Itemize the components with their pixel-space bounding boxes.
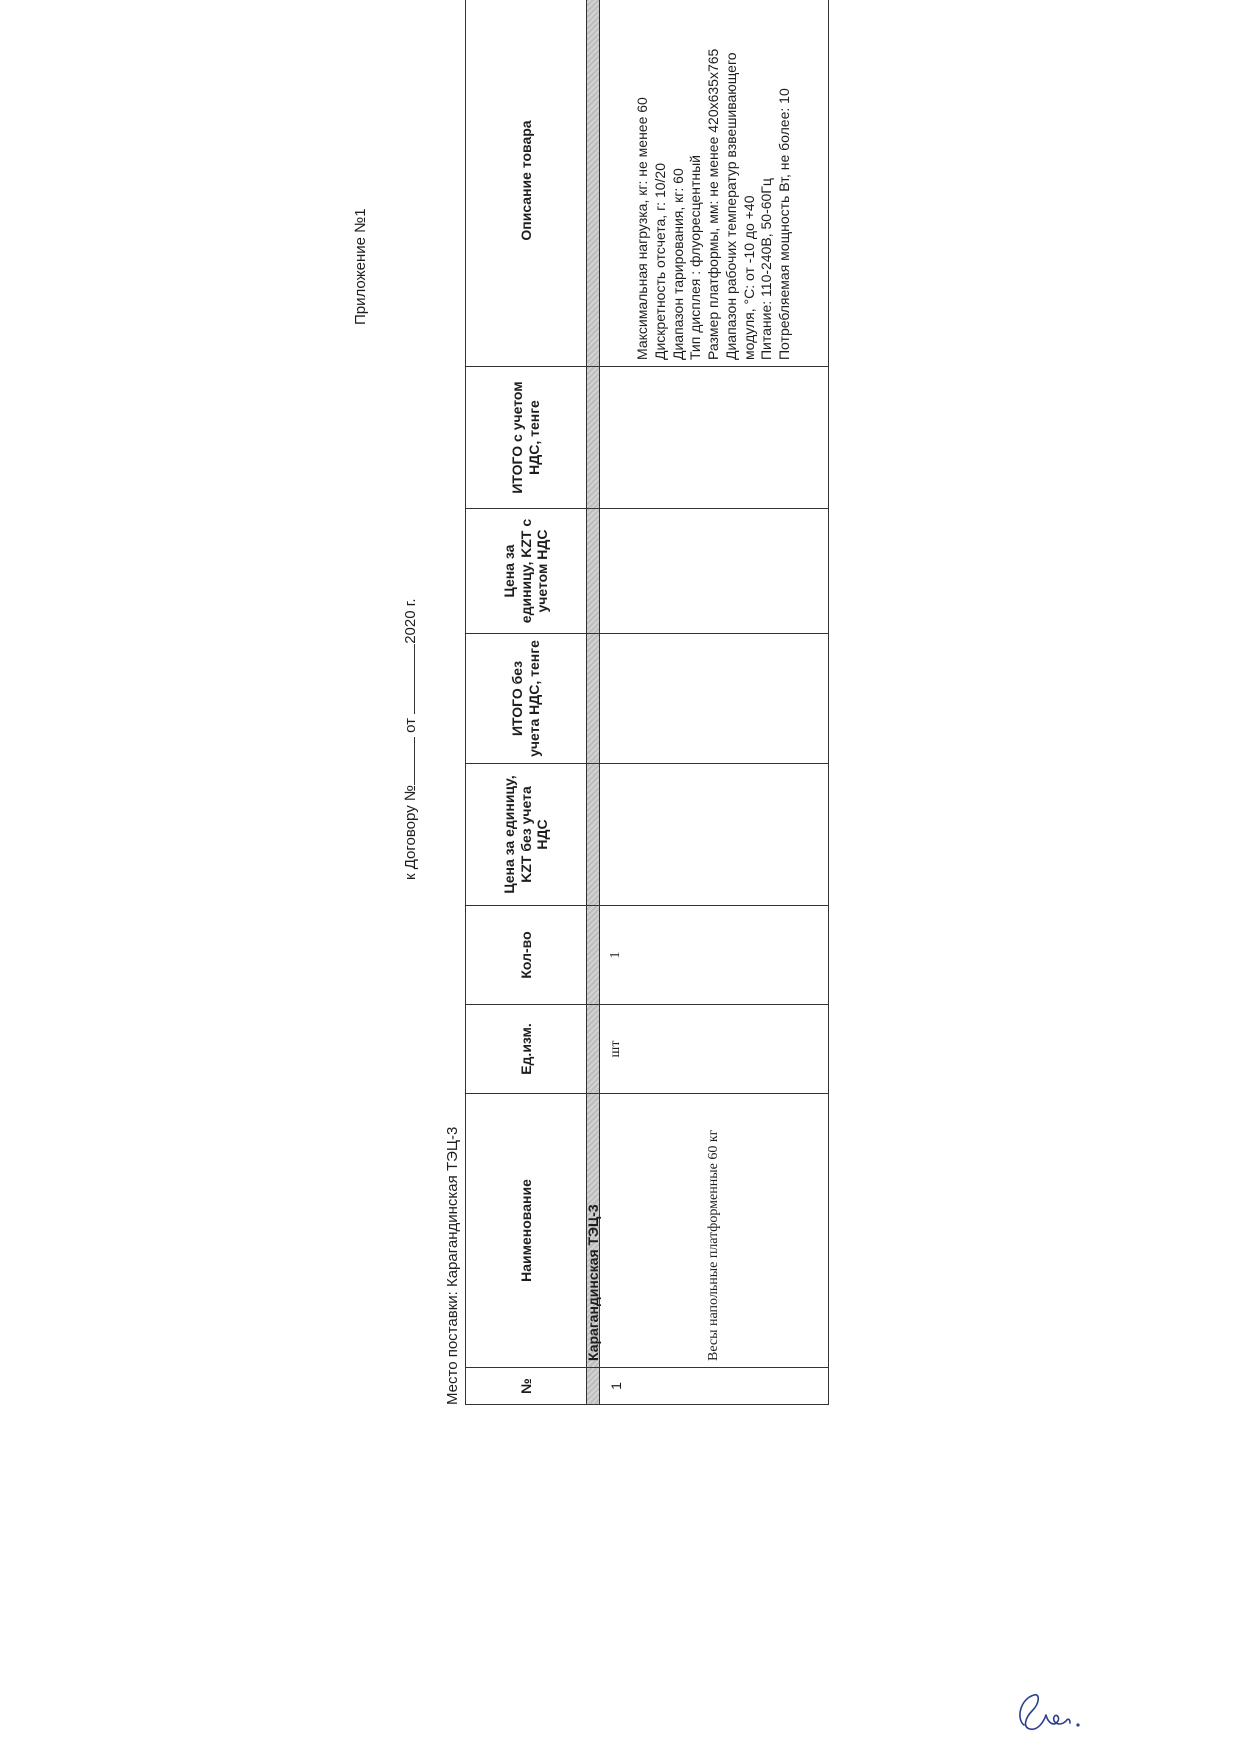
column-header-number: № xyxy=(466,1368,587,1405)
description-line: Дискретность отсчета, г: 10/20 xyxy=(651,163,668,360)
item-price-vat xyxy=(600,509,829,634)
description-line: модуля, °С: от -10 до +40 xyxy=(740,195,757,360)
item-price-no-vat xyxy=(600,764,829,906)
section-title: Карагандинская ТЭЦ-3 xyxy=(587,1094,600,1368)
section-row xyxy=(587,0,600,1405)
handwritten-signature xyxy=(1010,1685,1088,1739)
table-row xyxy=(600,0,829,1405)
contract-year: 2020 г. xyxy=(402,598,419,644)
column-header-unit: Ед.изм. xyxy=(466,1005,587,1094)
description-line: Размер платформы, мм: не менее 420x635x765 xyxy=(705,48,722,360)
section-cell xyxy=(587,509,600,634)
goods-table xyxy=(465,0,829,1405)
item-total-no-vat xyxy=(600,634,829,764)
column-header-total-vat: ИТОГО с учетом НДС, тенге xyxy=(466,367,587,509)
contract-reference xyxy=(402,598,419,880)
column-header-price-no-vat: Цена за единицу, KZT без учета НДС xyxy=(466,764,587,906)
section-number-cell xyxy=(587,1368,600,1405)
section-cell xyxy=(587,1005,600,1094)
item-unit: шт xyxy=(600,1005,829,1094)
description-line: Диапазон тарирования, кг: 60 xyxy=(669,168,686,360)
section-cell xyxy=(587,367,600,509)
description-line: Тип дисплея : флуоресцентный xyxy=(687,155,704,360)
section-cell xyxy=(587,764,600,906)
row-number: 1 xyxy=(600,1368,829,1405)
appendix-title: Приложение №1 xyxy=(352,208,369,325)
section-cell xyxy=(587,634,600,764)
section-cell xyxy=(587,906,600,1005)
description-line: Диапазон рабочих температур взвешивающего xyxy=(722,52,739,360)
contract-number-blank xyxy=(402,737,415,785)
column-header-total-no-vat: ИТОГО без учета НДС, тенге xyxy=(466,634,587,764)
description-line: Питание: 110-240В, 50-60Гц xyxy=(758,178,775,360)
item-name: Весы напольные платформенные 60 кг xyxy=(600,1094,829,1368)
rotated-sheet xyxy=(230,48,793,1585)
section-cell xyxy=(587,0,600,367)
table-header-row xyxy=(466,0,587,1405)
description-line: Максимальная нагрузка, кг: не менее 60 xyxy=(633,97,650,360)
contract-prefix: к Договору № xyxy=(402,785,419,880)
contract-from: от xyxy=(402,717,419,733)
column-header-quantity: Кол-во xyxy=(466,906,587,1005)
item-description xyxy=(600,0,829,367)
description-line: Потребляемая мощность Вт, не более: 10 xyxy=(776,88,793,360)
item-total-vat xyxy=(600,367,829,509)
item-quantity: 1 xyxy=(600,906,829,1005)
column-header-description: Описание товара xyxy=(466,0,587,367)
delivery-place: Место поставки: Карагандинская ТЭЦ-3 xyxy=(444,1126,461,1405)
column-header-name: Наименование xyxy=(466,1094,587,1368)
column-header-price-vat: Цена за единицу, KZT с учетом НДС xyxy=(466,509,587,634)
contract-date-blank xyxy=(402,644,415,714)
